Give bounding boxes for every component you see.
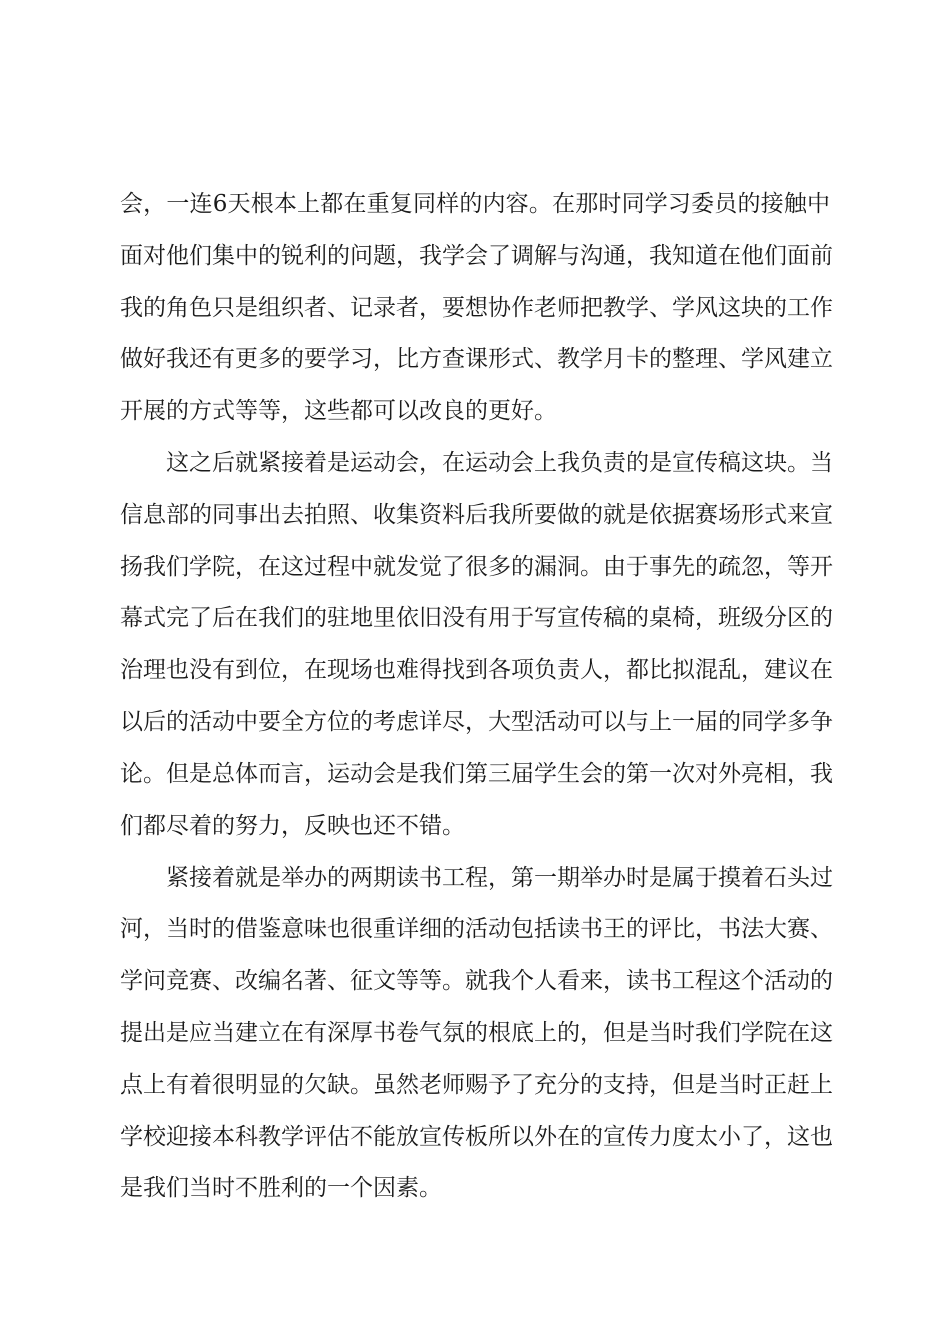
paragraph-3-line-6: 学校迎接本科教学评估不能放宣传板所以外在的宣传力度太小了，这也: [120, 1124, 833, 1150]
paragraph-2-line-6: 以后的活动中要全方位的考虑详尽，大型活动可以与上一届的同学多争: [120, 709, 833, 735]
paragraph-3-line-3: 学问竞赛、改编名著、征文等等。就我个人看来，读书工程这个活动的: [120, 968, 833, 994]
paragraph-1-line-1: 会，一连6天根本上都在重复同样的内容。在那时同学习委员的接触中: [120, 191, 830, 217]
paragraph-2-line-2: 信息部的同事出去拍照、收集资料后我所要做的就是依据赛场形式来宣: [120, 502, 833, 528]
paragraph-1-line-3: 我的角色只是组织者、记录者，要想协作老师把教学、学风这块的工作: [120, 295, 833, 321]
paragraph-2-line-4: 幕式完了后在我们的驻地里依旧没有用于写宣传稿的桌椅，班级分区的: [120, 605, 833, 631]
paragraph-3-line-5: 点上有着很明显的欠缺。虽然老师赐予了充分的支持，但是当时正赶上: [120, 1072, 833, 1098]
paragraph-1-line-5: 开展的方式等等，这些都可以改良的更好。: [120, 398, 557, 424]
paragraph-2-line-5: 治理也没有到位，在现场也难得找到各项负责人，都比拟混乱，建议在: [120, 657, 833, 683]
paragraph-1-line-2: 面对他们集中的锐利的问题，我学会了调解与沟通，我知道在他们面前: [120, 243, 833, 269]
paragraph-3-line-4: 提出是应当建立在有深厚书卷气氛的根底上的，但是当时我们学院在这: [120, 1020, 833, 1046]
paragraph-2-line-8: 们都尽着的努力，反映也还不错。: [120, 813, 465, 839]
paragraph-1-line-4: 做好我还有更多的要学习，比方查课形式、教学月卡的整理、学风建立: [120, 346, 833, 372]
paragraph-3-line-2: 河，当时的借鉴意味也很重详细的活动包括读书王的评比，书法大赛、: [120, 916, 833, 942]
paragraph-2-line-7: 论。但是总体而言，运动会是我们第三届学生会的第一次对外亮相，我: [120, 761, 833, 787]
paragraph-3-line-7: 是我们当时不胜利的一个因素。: [120, 1175, 442, 1201]
paragraph-3-line-1: 紧接着就是举办的两期读书工程，第一期举办时是属于摸着石头过: [166, 865, 833, 891]
paragraph-2-line-3: 扬我们学院，在这过程中就发觉了很多的漏洞。由于事先的疏忽，等开: [120, 554, 833, 580]
paragraph-2-line-1: 这之后就紧接着是运动会，在运动会上我负责的是宣传稿这块。当: [166, 450, 833, 476]
